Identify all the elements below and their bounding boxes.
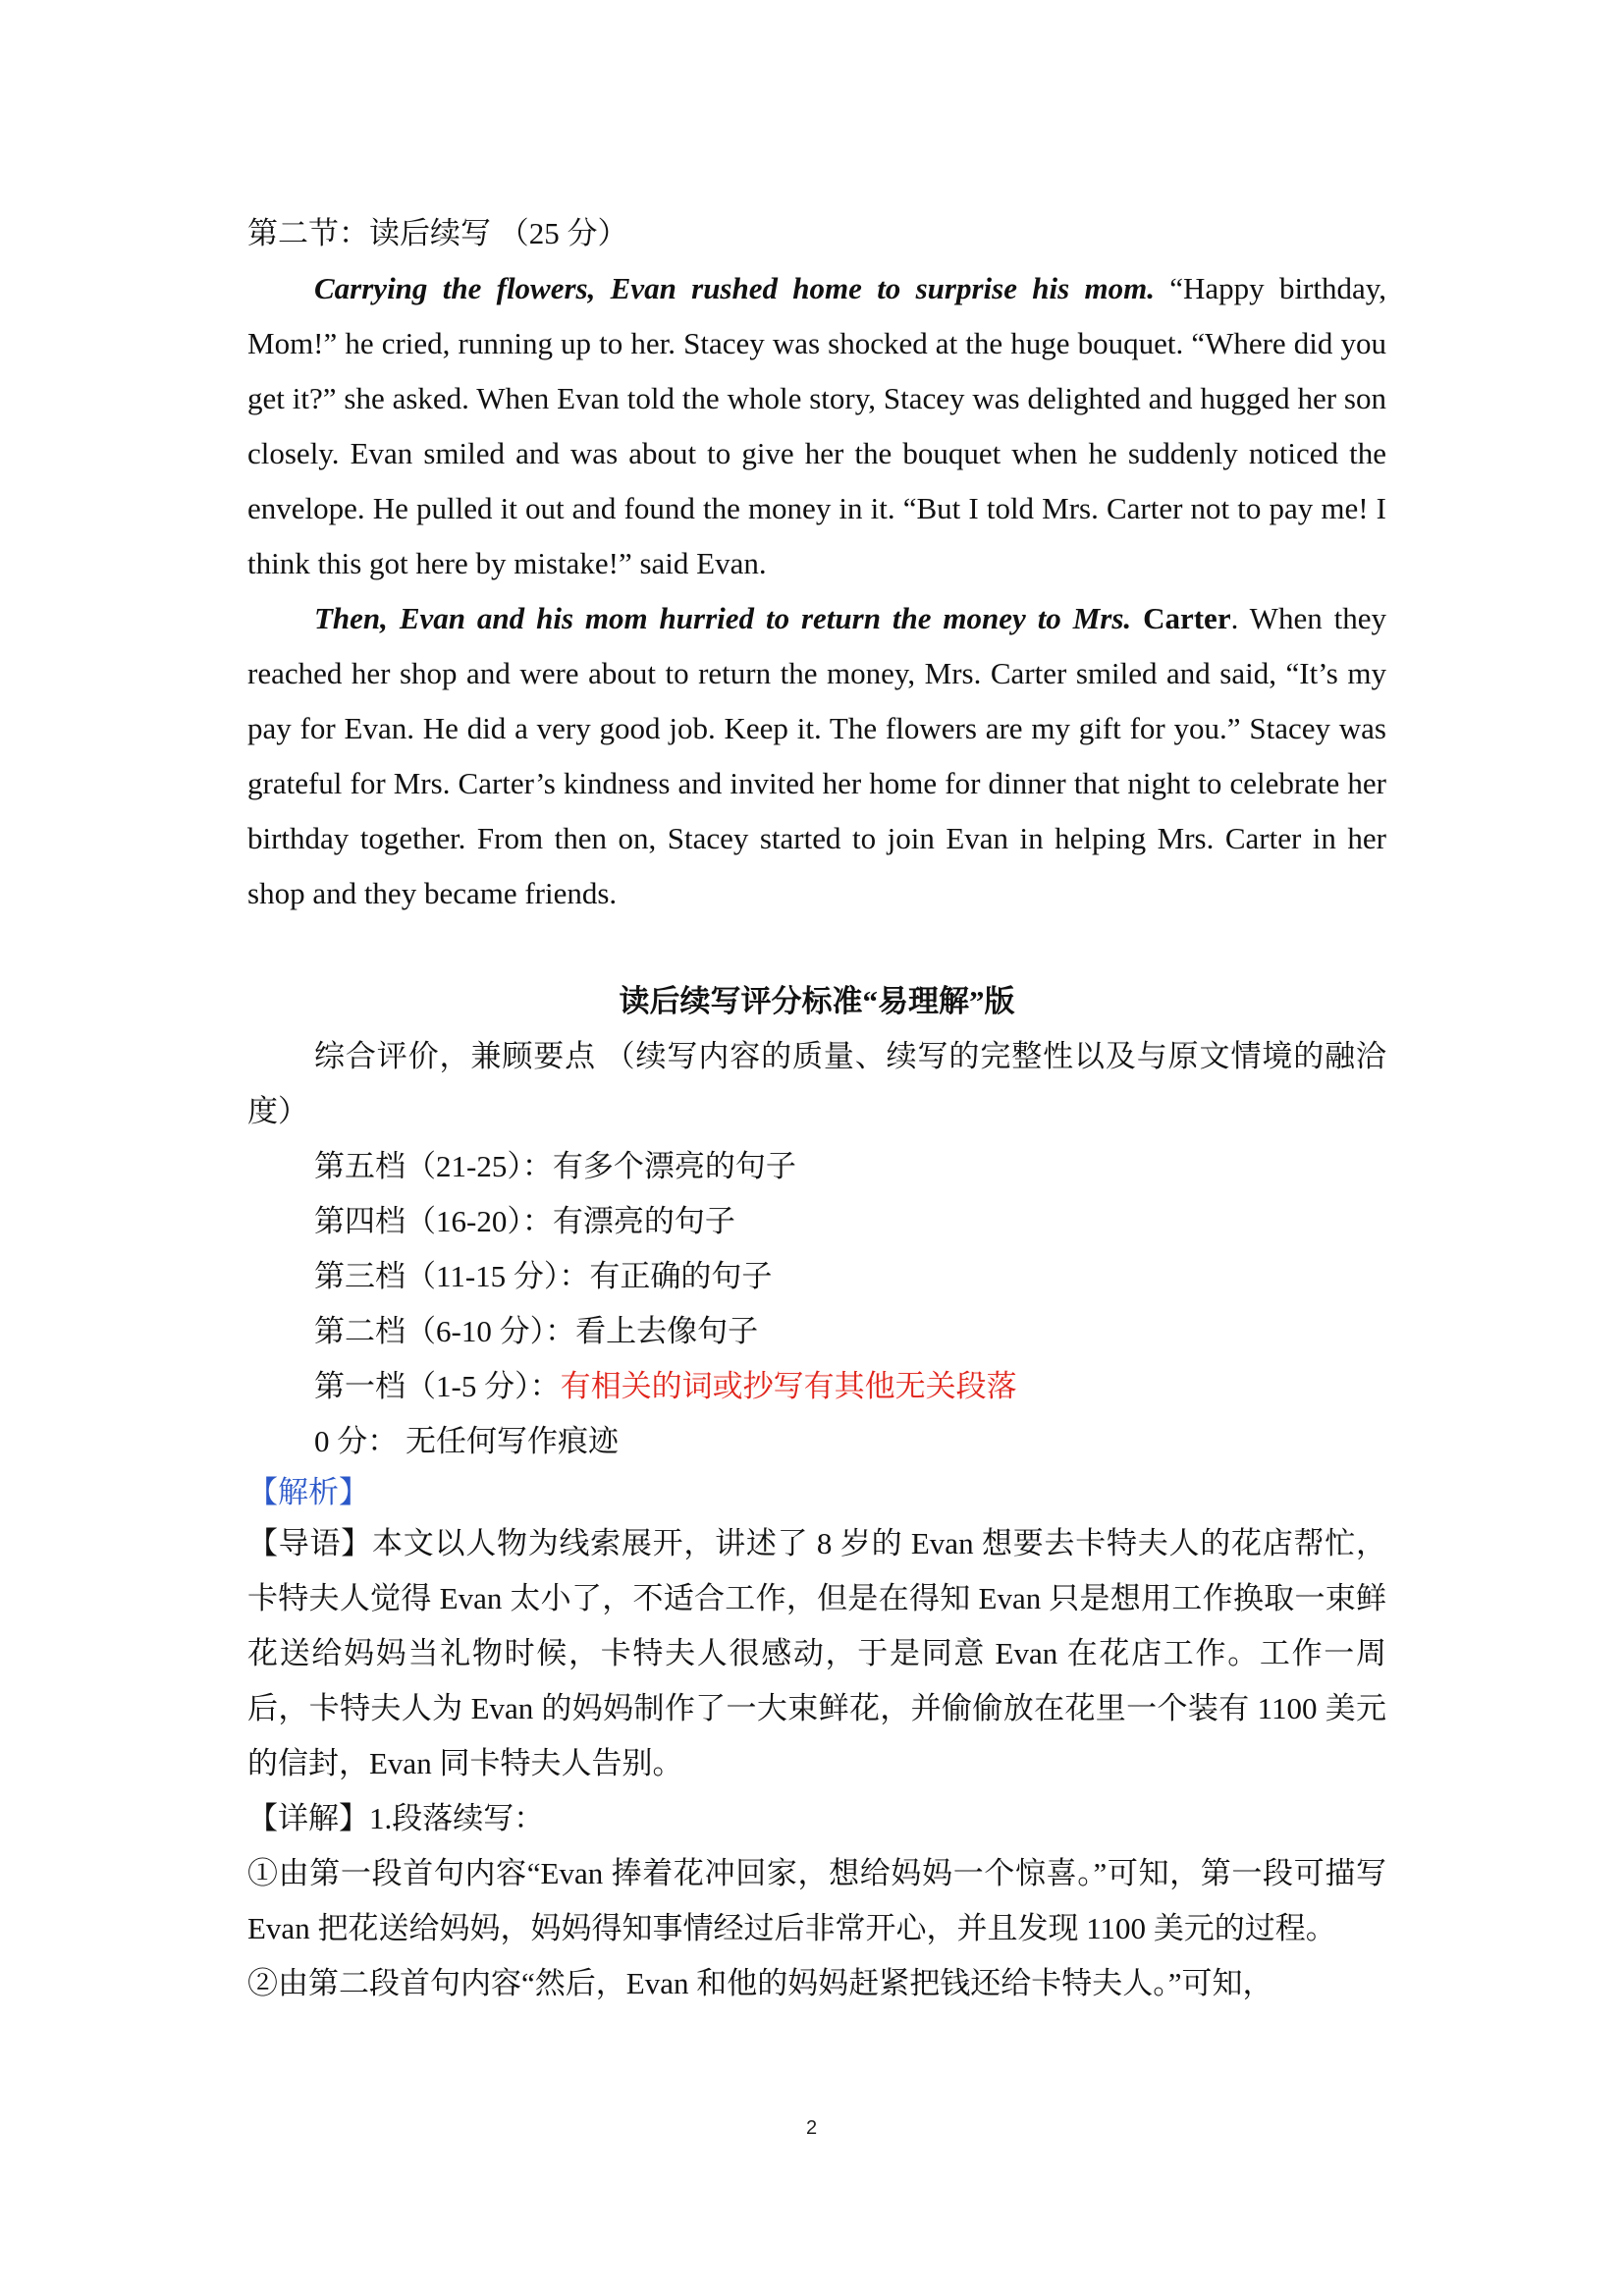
rubric-level-0: 0 分： 无任何写作痕迹 [314,1424,619,1458]
essay-paragraph-1-lead: Carrying the flowers, Evan rushed home to surprise his mom. [314,271,1155,305]
spacer [247,921,1386,974]
rubric-overview-block [247,1029,1386,1139]
page-content [247,206,1386,2011]
continuation-essay [247,261,1386,921]
rubric-title: 读后续写评分标准“易理解”版 [619,984,1015,1018]
essay-paragraph-2-lead: Then, Evan and his mom hurried to return the money to Mrs. [314,601,1132,635]
rubric-level-1 [247,1359,1386,1414]
page-number: 2 [805,2117,818,2139]
rubric-level-5: 第五档（21-25）：有多个漂亮的句子 [314,1149,796,1183]
rubric-level-1-desc: 有相关的词或抄写有其他无关段落 [560,1369,1017,1403]
essay-paragraph-2-lead-name: Carter [1131,601,1231,635]
essay-paragraph-1-body: “Happy birthday, Mom!” he cried, running up to her. Stacey was shocked at the huge bouquet. “Where did you get it?” she asked. When Evan told the whole story, Stacey was delighted and hugged her son closely. Evan smiled and was about to give her the bouquet when he suddenly noticed the envelope. He pulled it out and found the money in it. “But I told Mrs. Carter not to pay me! I think this got here by mistake!” said Evan. [247,271,1386,580]
rubric-overview: 综合评价，兼顾要点 （续写内容的质量、续写的完整性以及与原文情境的融洽度） [247,1039,1386,1128]
essay-paragraph-2-body: . When they reached her shop and were about to return the money, Mrs. Carter smiled and said, “It’s my pay for Evan. He did a very good job. Keep it. The flowers are my gift for you.” Stacey was grateful for Mrs. Carter’s kindness and invited her home for dinner that night to celebrate her birthday together. From then on, Stacey started to join Evan in helping Mrs. Carter in her shop and they became friends. [247,601,1386,910]
section-heading: 第二节：读后续写 （25 分） [247,216,628,250]
analysis-block [247,1516,1386,2011]
essay-paragraph-2 [247,591,1386,921]
analysis-point-1: ①由第一段首句内容“Evan 捧着花冲回家，想给妈妈一个惊喜。”可知，第一段可描写 Evan 把花送给妈妈，妈妈得知事情经过后非常开心，并且发现 1100 美元的过程。 [247,1856,1386,1945]
rubric-level-3: 第三档（11-15 分）：有正确的句子 [314,1259,773,1293]
analysis-point-2: ②由第二段首句内容“然后，Evan 和他的妈妈赶紧把钱还给卡特夫人。”可知， [247,1966,1273,2000]
rubric-level-2: 第二档（6-10 分）：看上去像句子 [314,1314,759,1348]
essay-paragraph-1 [247,261,1386,591]
rubric-level-4: 第四档（16-20）：有漂亮的句子 [314,1204,735,1238]
rubric-level-1-label: 第一档（1-5 分）： [314,1369,561,1403]
analysis-heading: 【解析】 [247,1475,369,1509]
analysis-detail-heading: 【详解】1.段落续写： [247,1801,545,1835]
analysis-guide: 【导语】本文以人物为线索展开，讲述了 8 岁的 Evan 想要去卡特夫人的花店帮忙，卡特夫人觉得 Evan 太小了，不适合工作，但是在得知 Evan 只是想用工作换取一束鲜花送给妈妈当礼物时候，卡特夫人很感动，于是同意 Evan 在花店工作。工作一周后，卡特夫人为 Evan 的妈妈制作了一大束鲜花，并偷偷放在花里一个装有 1100 美元的信封，Evan 同卡特夫人告别。 [247,1526,1386,1780]
